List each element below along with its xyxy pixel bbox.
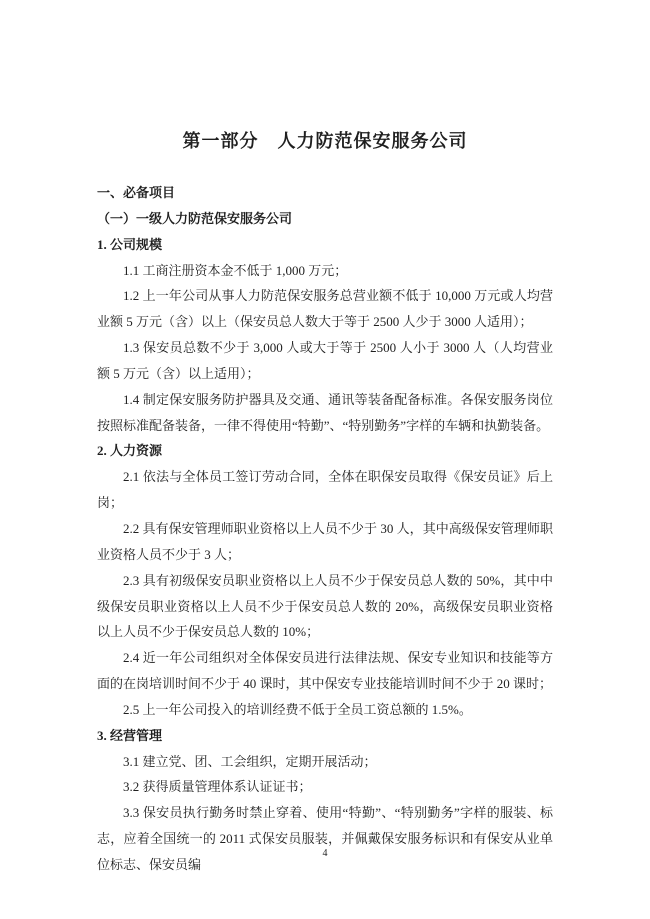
paragraph-3-3: 3.3 保安员执行勤务时禁止穿着、使用“特勤”、“特别勤务”字样的服装、标志，应着全国统一的 2011 式保安员服装，并佩戴保安服务标识和有保安从业单位标志、保安员编 bbox=[97, 805, 553, 872]
section-heading-business-management: 3. 经营管理 bbox=[97, 727, 163, 743]
paragraph-1-1: 1.1 工商注册资本金不低于 1,000 万元； bbox=[123, 262, 348, 278]
section-heading-level1-company: （一）一级人力防范保安服务公司 bbox=[97, 210, 293, 226]
paragraph-1-2: 1.2 上一年公司从事人力防范保安服务总营业额不低于 10,000 万元或人均营业额 5 万元（含）以上（保安员总人数大于等于 2500 人少于 3000 人适用）； bbox=[97, 288, 553, 330]
section-heading-required-items: 一、必备项目 bbox=[97, 185, 176, 200]
paragraph-2-4: 2.4 近一年公司组织对全体保安员进行法律法规、保安专业知识和技能等方面的在岗培训时间不少于 40 课时，其中保安专业技能培训时间不少于 20 课时； bbox=[97, 650, 553, 692]
paragraph-2-3: 2.3 具有初级保安员职业资格以上人员不少于保安员总人数的 50%，其中中级保安员职业资格以上人员不少于保安员总人数的 20%，高级保安员职业资格以上人员不少于保安员总人数的 10%； bbox=[97, 572, 553, 640]
page-number: 4 bbox=[322, 848, 328, 859]
paragraph-3-1: 3.1 建立党、团、工会组织，定期开展活动； bbox=[123, 753, 377, 769]
paragraph-1-4: 1.4 制定保安服务防护器具及交通、通讯等装备配备标准。各保安服务岗位按照标准配备装备，一律不得使用“特勤”、“特别勤务”字样的车辆和执勤装备。 bbox=[97, 391, 553, 433]
paragraph-2-1: 2.1 依法与全体员工签订劳动合同，全体在职保安员取得《保安员证》后上岗； bbox=[97, 469, 553, 511]
document-content bbox=[97, 128, 553, 878]
paragraph-1-3: 1.3 保安员总数不少于 3,000 人或大于等于 2500 人小于 3000 人（人均营业额 5 万元（含）以上适用）； bbox=[97, 340, 553, 381]
paragraph-2-5: 2.5 上一年公司投入的培训经费不低于全员工资总额的 1.5%。 bbox=[123, 701, 472, 717]
page-title: 第一部分 人力防范保安服务公司 bbox=[182, 131, 468, 151]
section-heading-human-resources: 2. 人力资源 bbox=[97, 443, 163, 459]
section-heading-company-scale: 1. 公司规模 bbox=[97, 236, 163, 252]
paragraph-2-2: 2.2 具有保安管理师职业资格以上人员不少于 30 人，其中高级保安管理师职业资格人员不少于 3 人； bbox=[97, 520, 553, 562]
paragraph-3-2: 3.2 获得质量管理体系认证证书； bbox=[123, 779, 312, 795]
